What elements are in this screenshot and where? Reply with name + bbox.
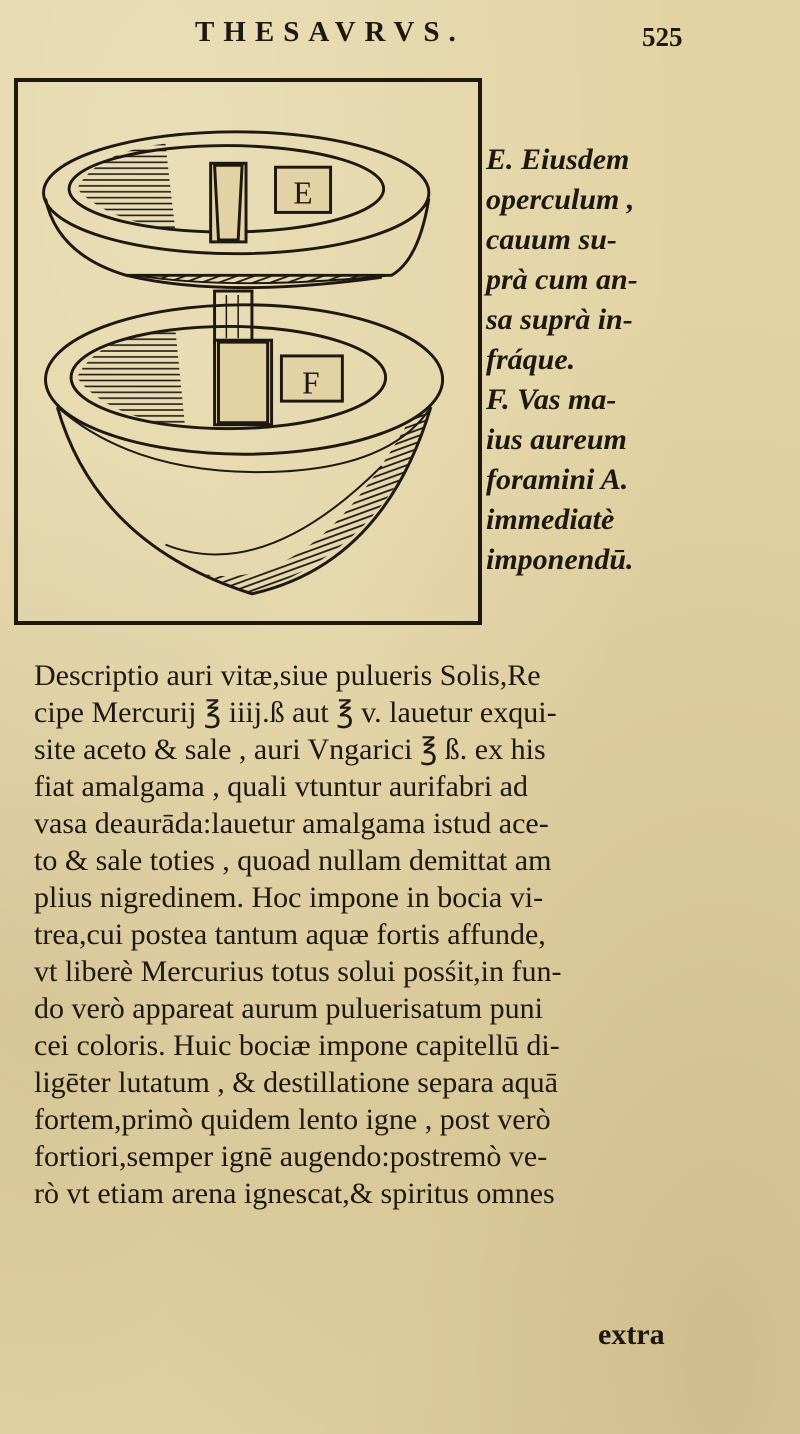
body-line: do verò appareat aurum puluerisatum puni (34, 992, 544, 1025)
caption-line: F. Vas ma- (486, 383, 617, 416)
body-line: plius nigredinem. Hoc impone in bocia vi- (34, 881, 544, 914)
caption-line: E. Eiusdem (486, 143, 630, 176)
body-line: vt liberè Mercurius totus solui posśit,in fun- (34, 955, 562, 988)
caption-line: fráque. (486, 343, 576, 376)
caption-line: cauum su- (486, 223, 617, 256)
page-number: 525 (642, 22, 683, 52)
stem (215, 291, 252, 342)
body-line: fortiori,semper ignē augendo:postremò ve- (34, 1140, 548, 1173)
body-line: fortem,primò quidem lento igne , post verò (34, 1103, 551, 1136)
body-line: ligēter lutatum , & destillatione separa aquā (34, 1066, 558, 1099)
body-line: to & sale toties , quoad nullam demittat am (34, 844, 552, 877)
caption-line: ius aureum (486, 423, 627, 456)
body-line: site aceto & sale , auri Vngarici ℥ ß. ex his (34, 733, 546, 766)
figure-caption (486, 140, 686, 580)
caption-line: operculum , (486, 183, 635, 216)
caption-line: immediatè (486, 503, 615, 536)
body-line: rò vt etiam arena ignescat,& spiritus omnes (34, 1177, 555, 1210)
body-line: Descriptio auri vitæ,siue pulueris Solis,Re (34, 659, 541, 692)
figure-label-e: E (293, 175, 313, 211)
running-head: THESAVRVS. (195, 16, 465, 48)
body-line: cei coloris. Huic bociæ impone capitellū di- (34, 1029, 560, 1062)
body-line: vasa deaurāda:lauetur amalgama istud ace- (34, 807, 549, 840)
caption-line: prà cum an- (486, 263, 638, 296)
caption-line: foramini A. (486, 463, 629, 496)
vessel-illustration (18, 82, 478, 621)
caption-line: sa suprà in- (486, 303, 633, 336)
body-line: fiat amalgama , quali vtuntur aurifabri ad (34, 770, 528, 803)
body-line: cipe Mercurij ℥ iiij.ß aut ℥ v. lauetur exqui- (34, 696, 557, 729)
figure-label-f: F (302, 365, 320, 401)
body-line: trea,cui postea tantum aquæ fortis affunde, (34, 918, 546, 951)
gold-vessel-f (46, 305, 443, 594)
caption-line: imponendū. (486, 543, 634, 576)
catchword: extra (598, 1318, 665, 1351)
woodcut-figure (14, 78, 482, 625)
body-paragraph (34, 657, 754, 1212)
lid-vessel-e (44, 132, 429, 288)
